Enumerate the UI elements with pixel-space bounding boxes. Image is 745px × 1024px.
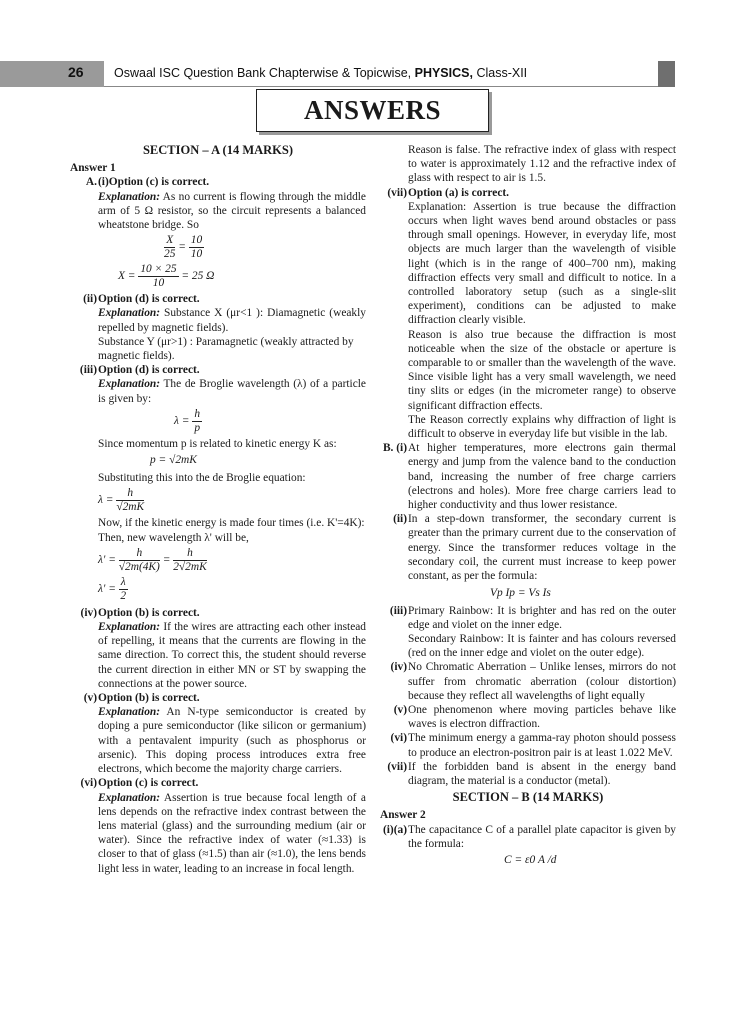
option-text: Option (d) is correct.: [98, 293, 200, 306]
left-column: [70, 143, 366, 876]
option-text: Option (c) is correct.: [98, 777, 199, 790]
item-label: (iii): [389, 604, 407, 617]
equation: λ' = $\frac{\lambda}{2}$: [98, 575, 127, 602]
item-label: B. (i): [382, 442, 407, 455]
item-label: (vii): [387, 760, 407, 773]
equation: C = ε0 A /d: [504, 853, 557, 866]
section-a-heading: SECTION – A (14 MARKS): [142, 143, 294, 157]
option-text: Option (b) is correct.: [98, 692, 200, 705]
explanation-text: If the wires are attracting each other instead of repelling, it means that the currents are flowing in the same direction. To correct this, the student should reverse the current direction in either MN or ST by swapping the connections at the power source.: [98, 621, 366, 690]
item-label: (iv): [80, 606, 97, 619]
item-label: (ii): [83, 293, 97, 306]
explanation-text: Substance X (μr<1 ): Diamagnetic (weakly repelled by magnetic fields).: [98, 307, 366, 334]
section-b-heading: SECTION – B (14 MARKS): [452, 790, 604, 805]
explanation-text: Explanation: Assertion is true because the diffraction occurs when light waves bend around obstacles or pass through small openings. However, in everyday life, most objects are much larger than the wavelength of visible light (which is in the range of 400–700 nm), making diffraction effects very small and difficult to notice. In a controlled laboratory setup (such as a single-slit experiment), conditions can be adjusted to make diffraction clearly visible.: [408, 200, 676, 327]
equation: Vp Ip = Vs Is: [490, 587, 551, 600]
equation: p = √2mK: [150, 454, 197, 467]
answer-1-b-ii: [380, 512, 676, 600]
answer-text: One phenomenon where moving particles behave like waves is electron diffraction.: [408, 703, 676, 731]
answer-text: The minimum energy a gamma-ray photon should possess to produce an electron-positron pair is at least 1.022 MeV.: [408, 732, 676, 759]
answer-1-b-i: [380, 441, 676, 512]
item-label: (ii): [393, 513, 407, 526]
equation: λ = $\frac{h}{p}$: [174, 407, 201, 434]
explanation-text: Since momentum p is related to kinetic energy K as:: [98, 437, 337, 450]
answer-1-heading: Answer 1: [70, 162, 116, 175]
option-text: Option (d) is correct.: [98, 364, 200, 377]
answer-1-b-iii: [380, 604, 676, 661]
item-label: (iv): [390, 661, 407, 674]
equation: λ' = $\frac{h}{√2m(4K)}$ = $\frac{h}{2√2mK}$: [98, 546, 207, 573]
answer-1-a-i: A. (i)Option (c) is correct. Explanation: As no current is flowing through the middle arm of 5 Ω resistor, so the circuit represents a balanced wheatstone bridge. So $\frac{X}{25}$ = $\frac{10}{10}$ X = $\frac{10 \times 25}{10}$ = 25 Ω: [70, 175, 366, 290]
item-label: (i)(a): [382, 823, 407, 836]
answer-1-b-iv: [380, 660, 676, 703]
item-label: (vii): [387, 186, 407, 199]
option-text: Option (b) is correct.: [98, 606, 200, 619]
answer-text: The capacitance C of a parallel plate capacitor is given by the formula:: [408, 823, 676, 850]
equation: X = $\frac{10 \times 25}{10}$ = 25 Ω: [118, 263, 215, 290]
explanation-text: Assertion is true because focal length of a lens depends on the refractive index contrast between the lens material (glass) and the surrounding medium (air or water). Since the refractive index of water (≈1.33) is closer to that of glass (≈1.5) than air (≈1.0), the lens bends light less in water, leading to an increase in focal length.: [98, 791, 366, 875]
running-title: Oswaal ISC Question Bank Chapterwise & Topicwise, PHYSICS, Class-XII: [114, 66, 528, 80]
answer-1-iv: (iv) Option (b) is correct. Explanation: If the wires are attracting each other instead of repelling, it means that the currents are flowing in the same direction. To correct this, the student should reverse the current direction in either MN or ST by swapping the connections at the power source.: [70, 606, 366, 691]
equation: λ = $\frac{h}{√2mK}$: [98, 487, 145, 514]
option-text: Option (a) is correct.: [408, 186, 510, 199]
equation: $\frac{X}{25}$ = $\frac{10}{10}$: [164, 234, 203, 261]
explanation-text: Substituting this into the de Broglie equation:: [98, 472, 306, 485]
explanation-text: As no current is flowing through the middle arm of 5 Ω resistor, so the circuit represents a balanced wheatstone bridge. So: [98, 190, 366, 232]
explanation-text: The de Broglie wavelength (λ) of a particle is given by:: [98, 378, 366, 405]
explanation-text: Reason is also true because the diffraction is most noticeable when the size of the obstacle or aperture is comparable to or smaller than the wavelength of the wave. Since visible light has a very small wavelength, we need tiny slits or edges (in the micrometer range) to observe significant diffraction effects.: [408, 328, 676, 412]
item-label: (iii): [79, 364, 97, 377]
answer-text: No Chromatic Aberration – Unlike lenses, mirrors do not suffer from chromatic aberration (colour distortion) because they reflect all wavelengths of light equally: [408, 661, 676, 702]
explanation-text: Now, if the kinetic energy is made four times (i.e. K'=4K):: [98, 517, 365, 530]
answers-title: ANSWERS: [256, 89, 489, 132]
page-number: 26: [68, 64, 84, 80]
answer-text: At higher temperatures, more electrons gain thermal energy and jump from the valence band to the conduction band, increasing the number of free charge carriers (electrons and holes). More free charge carriers lead to higher conductivity and thus lower resistance.: [408, 442, 676, 512]
right-column: [380, 143, 676, 869]
item-label: (vi): [80, 777, 97, 790]
item-label: A.: [85, 176, 97, 189]
header-band-left: [0, 61, 104, 87]
answer-text: Primary Rainbow: It is brighter and has red on the outer edge and violet on the inner edge.: [408, 604, 676, 631]
answer-1-iii: (iii) Option (d) is correct. Explanation: The de Broglie wavelength (λ) of a particle is given by: λ = $\frac{h}{p}$ Since momentum p is related to kinetic energy K as: p = √2mK Substituting this into the de Broglie equation: λ = $\frac{h}{√2mK}$ Now, if the kinetic energy is made four times (i.e. K'=4K): Then, new wavelength λ' will be, λ' = $\frac{h}{√2m(4K)}$ = $\frac{h}{2√2mK}$ λ' = $\frac{\lambda}{2}$: [70, 363, 366, 603]
answer-1-b-vii: [380, 760, 676, 788]
explanation-text: The Reason correctly explains why diffraction of light is difficult to observe in everyday life but visible in the lab.: [408, 413, 676, 441]
explanation-text: An N-type semiconductor is created by doping a pure semiconductor (like silicon or germanium) with a pentavalent impurity (such as phosphorus or arsenic). This doping process introduces extra free electrons, which become the majority charge carriers.: [98, 706, 366, 776]
answer-1-vii: [380, 186, 676, 442]
item-label: (vi): [390, 732, 407, 745]
answer-1-b-vi: [380, 731, 676, 759]
answer-1-ii: (ii) Option (d) is correct. Explanation: Substance X (μr<1 ): Diamagnetic (weakly repelled by magnetic fields). Substance Y (μr>1) : Paramagnetic (weakly attracted by magnetic fields).: [70, 292, 366, 363]
answer-text: In a step-down transformer, the secondary current is greater than the primary current due to the conservation of energy. Since the transformer reduces voltage in the secondary coil, the current must increase to keep power constant, as per the formula:: [408, 513, 676, 583]
item-label: (v): [393, 703, 407, 716]
answer-1-v: (v) Option (b) is correct. Explanation: An N-type semiconductor is created by doping a pure semiconductor (like silicon or germanium) with a pentavalent impurity (such as phosphorus or arsenic). This doping process introduces extra free electrons, which become the majority charge carriers.: [70, 691, 366, 776]
answer-1-vi-continued: [380, 143, 676, 186]
explanation-text: Substance Y (μr>1) : Paramagnetic (weakly attracted by magnetic fields).: [98, 335, 354, 363]
header-band-right: [658, 61, 675, 87]
answer-text: Secondary Rainbow: It is fainter and has colours reversed (red on the inner edge and violet on the outer edge).: [408, 632, 676, 660]
answer-2-heading: Answer 2: [380, 809, 426, 822]
item-label: (v): [83, 692, 97, 705]
option-text: Option (c) is correct.: [108, 176, 210, 189]
answer-1-b-v: [380, 703, 676, 731]
explanation-text: Reason is false. The refractive index of glass with respect to water is approximately 1.12 and the refractive index of glass with respect to air is 1.5.: [408, 144, 676, 185]
explanation-text: Then, new wavelength λ' will be,: [98, 531, 249, 544]
answer-text: If the forbidden band is absent in the energy band diagram, the material is a conductor (metal).: [408, 760, 676, 787]
answer-2-i-a: [380, 823, 676, 868]
answer-1-vi: (vi) Option (c) is correct. Explanation: Assertion is true because focal length of a lens depends on the refractive index contrast between the lens material (glass) and the surrounding medium (air or water). Since the refractive index of water (≈1.33) is closer to that of glass (≈1.5) than air (≈1.0), the lens bends light less in water, leading to an increase in focal length.: [70, 776, 366, 875]
